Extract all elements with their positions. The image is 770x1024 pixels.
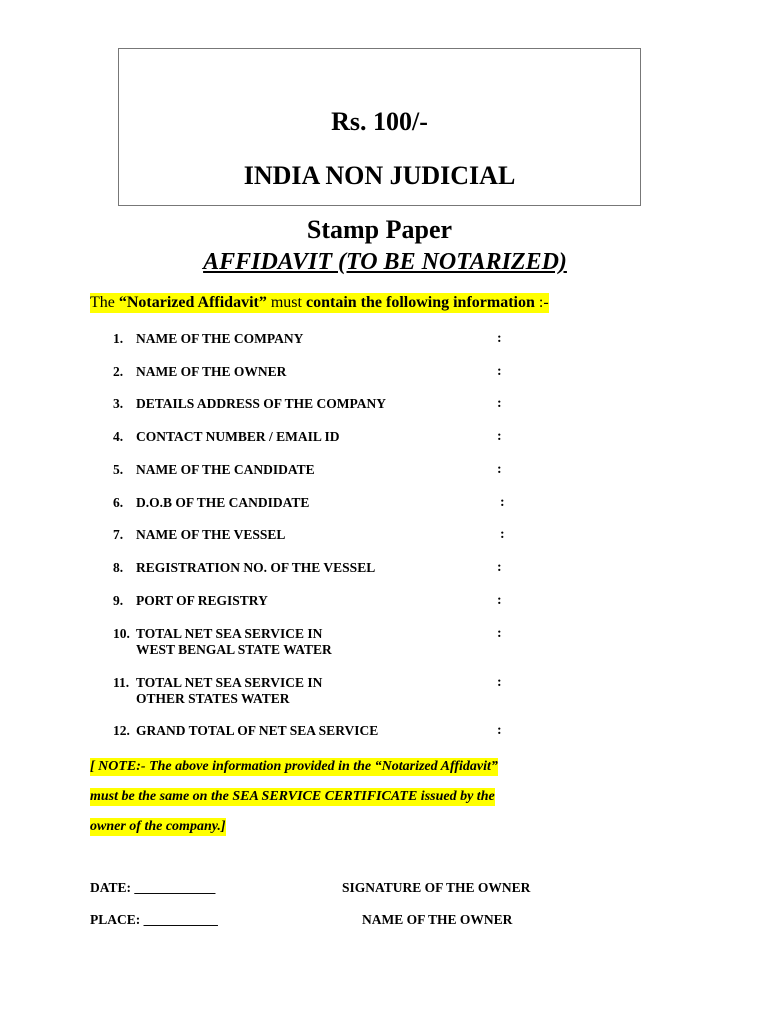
list-item-label-line: D.O.B OF THE CANDIDATE (136, 495, 310, 510)
intro-part: :- (534, 294, 549, 311)
list-item-colon: : (497, 675, 502, 690)
note-line-3: owner of the company.] (90, 819, 226, 834)
list-item-number: 9. (113, 593, 124, 608)
list-item (113, 429, 340, 445)
list-item (113, 527, 285, 543)
list-item (113, 675, 322, 707)
list-item (113, 723, 378, 739)
intro-text (90, 293, 549, 313)
list-item (113, 495, 309, 511)
list-item-number: 1. (113, 331, 124, 346)
list-item-colon: : (497, 593, 502, 608)
list-item-label (136, 560, 375, 576)
list-item-number: 8. (113, 560, 124, 575)
note-line-2: must be the same on the SEA SERVICE CERTIFICATE issued by the (90, 789, 495, 804)
intro-part: The (90, 294, 119, 311)
list-item-label-line: NAME OF THE VESSEL (136, 527, 286, 542)
note-line-1: [ NOTE:- The above information provided in the “Notarized Affidavit” (90, 759, 498, 774)
list-item (113, 331, 303, 347)
place-field: PLACE: ___________ (90, 912, 218, 927)
list-item-label-line: REGISTRATION NO. OF THE VESSEL (136, 560, 376, 575)
stamp-label: Stamp Paper (306, 215, 453, 244)
signature-label: SIGNATURE OF THE OWNER (342, 880, 531, 895)
list-item-label (136, 396, 386, 412)
list-item-number: 7. (113, 527, 124, 542)
list-item-colon: : (497, 462, 502, 477)
list-item-label-line: TOTAL NET SEA SERVICE IN (136, 626, 323, 641)
list-item (113, 396, 386, 412)
list-item-label-line: OTHER STATES WATER (136, 691, 290, 706)
list-item-number: 10. (113, 626, 130, 641)
list-item-label-line: CONTACT NUMBER / EMAIL ID (136, 429, 340, 444)
list-item-label (136, 331, 303, 347)
list-item-number: 6. (113, 495, 124, 510)
list-item (113, 560, 375, 576)
list-item-label-line: TOTAL NET SEA SERVICE IN (136, 675, 323, 690)
list-item-number: 2. (113, 364, 124, 379)
list-item-colon: : (497, 723, 502, 738)
list-item-label (136, 675, 322, 707)
intro-part: must (266, 294, 306, 311)
list-item-label-line: WEST BENGAL STATE WATER (136, 642, 332, 657)
list-item-colon: : (497, 331, 502, 346)
list-item-label (136, 364, 286, 380)
list-item-number: 3. (113, 396, 124, 411)
list-item-colon: : (500, 527, 505, 542)
list-item-number: 4. (113, 429, 124, 444)
list-item-colon: : (497, 560, 502, 575)
list-item-label (136, 429, 340, 445)
list-item-label-line: PORT OF REGISTRY (136, 593, 268, 608)
list-item (113, 364, 286, 380)
list-item-label (136, 626, 332, 658)
intro-part: contain the following information (305, 294, 535, 311)
list-item (113, 593, 268, 609)
list-item-number: 12. (113, 723, 130, 738)
list-item-label-line: NAME OF THE COMPANY (136, 331, 304, 346)
list-item-colon: : (497, 364, 502, 379)
list-item-label (136, 723, 378, 739)
stamp-amount: Rs. 100/- (331, 107, 428, 136)
list-item-colon: : (500, 495, 505, 510)
list-item-label (136, 495, 309, 511)
intro-part: “Notarized Affidavit” (118, 294, 267, 311)
affidavit-title: AFFIDAVIT (TO BE NOTARIZED) (203, 249, 567, 275)
list-item-label (136, 593, 268, 609)
list-item (113, 462, 315, 478)
list-item-label-line: NAME OF THE CANDIDATE (136, 462, 315, 477)
stamp-paper-box (118, 48, 641, 244)
list-item-label-line: GRAND TOTAL OF NET SEA SERVICE (136, 723, 379, 738)
list-item (113, 626, 332, 658)
stamp-type: INDIA NON JUDICIAL (243, 161, 516, 190)
list-item-label (136, 527, 285, 543)
list-item-colon: : (497, 626, 502, 641)
list-item-label-line: NAME OF THE OWNER (136, 364, 287, 379)
list-item-colon: : (497, 396, 502, 411)
list-item-number: 11. (113, 675, 130, 690)
list-item-label (136, 462, 315, 478)
list-item-colon: : (497, 429, 502, 444)
owner-name-label: NAME OF THE OWNER (362, 912, 513, 927)
list-item-number: 5. (113, 462, 124, 477)
list-item-label-line: DETAILS ADDRESS OF THE COMPANY (136, 396, 387, 411)
date-field: DATE: ____________ (90, 880, 216, 895)
